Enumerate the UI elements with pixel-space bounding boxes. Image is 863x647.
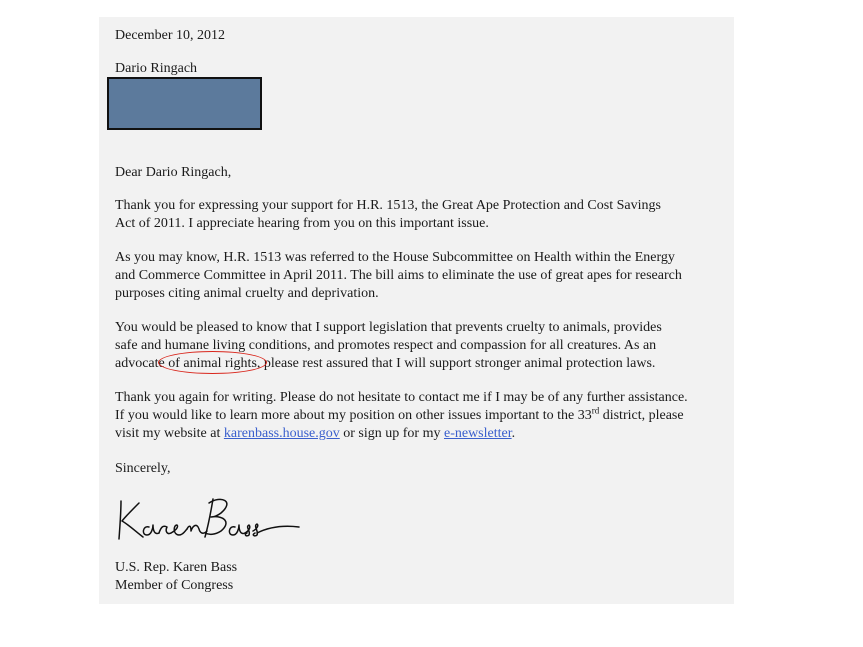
paragraph-line: You would be pleased to know that I support legislation that prevents cruelty to animals, provides <box>115 320 662 335</box>
paragraph-line: and Commerce Committee in April 2011. The bill aims to eliminate the use of great apes for research <box>115 268 682 283</box>
circled-phrase <box>168 355 260 373</box>
recipient-name: Dario Ringach <box>115 61 198 76</box>
paragraph-line: Thank you again for writing. Please do not hesitate to contact me if I may be of any further assistance. <box>115 390 688 405</box>
paragraph-bill-status <box>115 249 715 303</box>
redacted-address-box <box>107 77 262 130</box>
paragraph-line: Act of 2011. I appreciate hearing from you on this important issue. <box>115 216 489 231</box>
closing: Sincerely, <box>115 461 171 476</box>
text-segment: or sign up for my <box>339 426 444 441</box>
newsletter-link[interactable]: e-newsletter <box>443 426 512 441</box>
paragraph-line: purposes citing animal cruelty and deprivation. <box>115 286 379 301</box>
paragraph-closing-remarks <box>115 389 715 443</box>
paragraph-support <box>115 319 715 373</box>
signer-name: U.S. Rep. Karen Bass <box>115 560 238 575</box>
text-segment: please rest assured that I will support stronger animal protection laws. <box>260 356 656 371</box>
website-link[interactable]: karenbass.house.gov <box>223 426 340 441</box>
text-segment: advocate <box>115 356 169 371</box>
paragraph-line <box>115 355 715 373</box>
paragraph-line: Thank you for expressing your support for H.R. 1513, the Great Ape Protection and Cost Savings <box>115 198 661 213</box>
letter-page <box>99 17 734 604</box>
paragraph-line: As you may know, H.R. 1513 was referred to the House Subcommittee on Health within the Energy <box>115 250 675 265</box>
text-segment: . <box>511 426 516 441</box>
text-segment: visit my website at <box>115 426 224 441</box>
salutation: Dear Dario Ringach, <box>115 165 232 180</box>
text-segment: If you would like to learn more about my position on other issues important to the 33 <box>115 408 592 423</box>
handwritten-signature <box>113 491 303 551</box>
signer-title: Member of Congress <box>115 578 234 593</box>
ordinal-suffix: rd <box>591 405 600 416</box>
letter-date: December 10, 2012 <box>115 28 226 43</box>
text-segment: district, please <box>599 408 684 423</box>
paragraph-line <box>115 407 715 425</box>
circled-text: of animal rights, <box>168 356 261 371</box>
paragraph-line: safe and humane living conditions, and promotes respect and compassion for all creatures. As an <box>115 338 657 353</box>
paragraph-thanks <box>115 197 715 233</box>
paragraph-line <box>115 425 715 443</box>
